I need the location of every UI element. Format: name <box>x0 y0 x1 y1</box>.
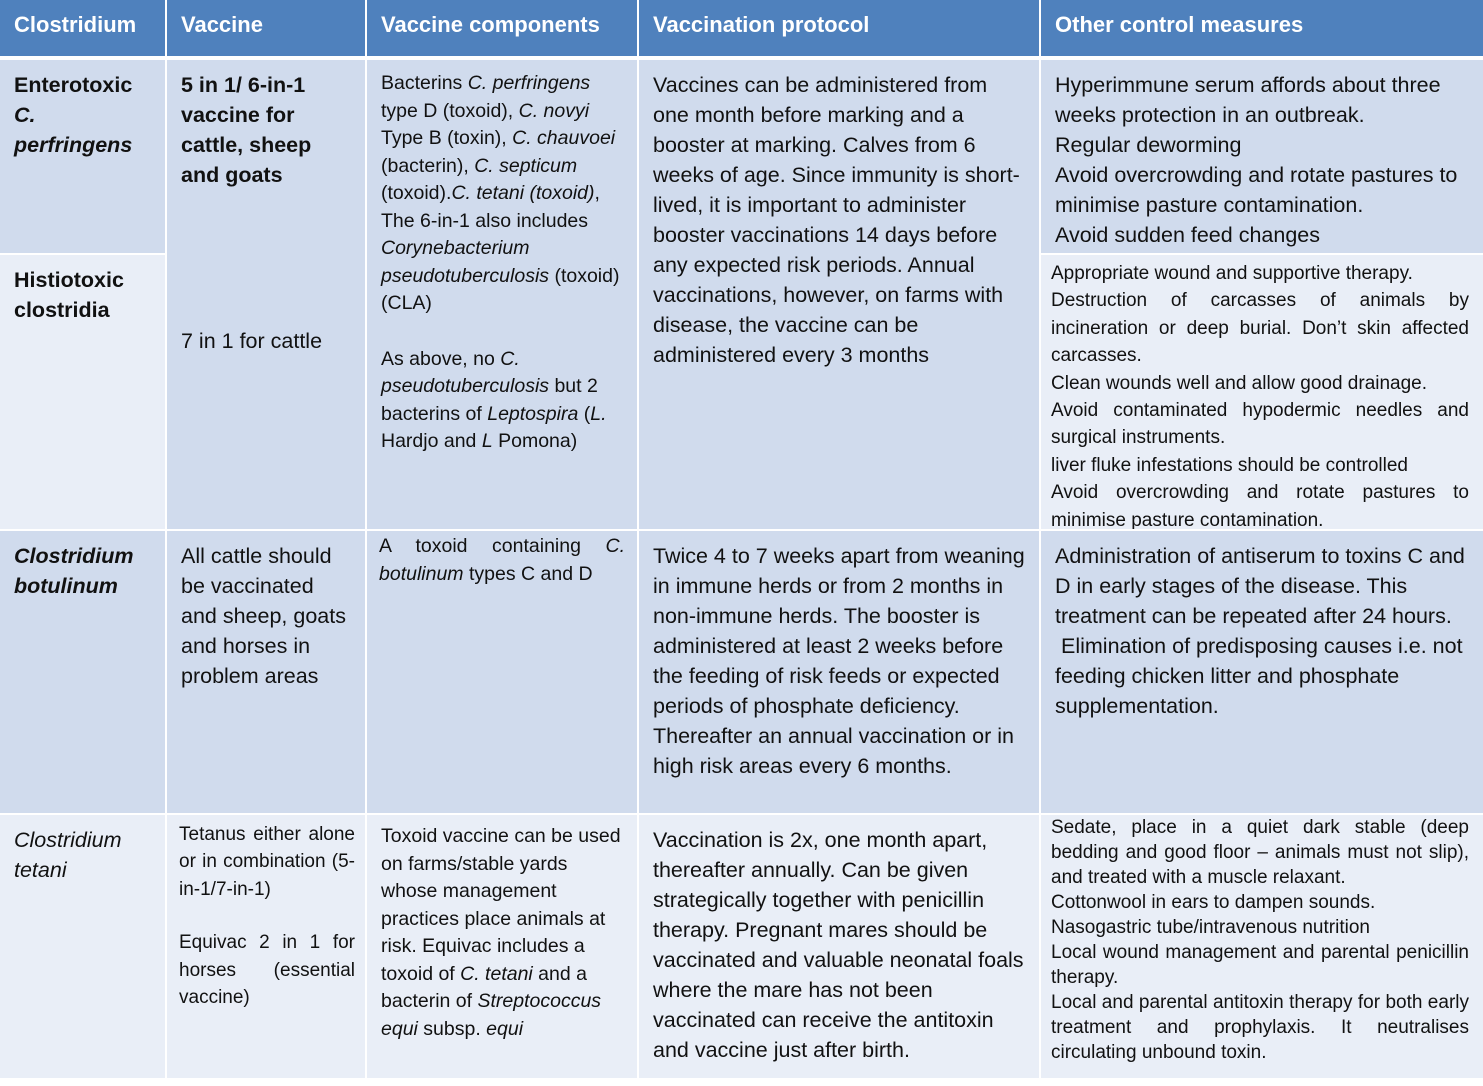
components-7in1: As above, no C. pseudotuberculosis but 2 bacterins of Leptospira (L. Hardjo and L Pomona) <box>381 347 607 452</box>
control-item: Avoid sudden feed changes <box>1055 223 1320 247</box>
header-vaccine: Vaccine <box>167 0 367 60</box>
components-6in1: Bacterins C. perfringens type D (toxoid), C. novyi Type B (toxin), C. chauvoei (bacterin), C. septicum (toxoid).C. tetani (toxoid), The 6-in-1 also includes Corynebacterium pseudotuberculosis (toxoid) (CLA) <box>381 72 620 314</box>
header-other-control-measures: Other control measures <box>1041 0 1483 60</box>
row-botulinum-protocol: Twice 4 to 7 weeks apart from weaning in immune herds or from 2 months in non-immune herds. The booster is administered at least 2 weeks before the feeding of risk feeds or expected periods of phosphate deficiency. Thereafter an annual vaccination or in high risk areas every 6 months. <box>639 531 1041 815</box>
enterotoxic-label: Enterotoxic <box>14 73 133 97</box>
control-item: Sedate, place in a quiet dark stable (deep bedding and good floor – animals must not slip), and treated with a muscle relaxant. <box>1051 817 1469 888</box>
control-item: Avoid contaminated hypodermic needles and surgical instruments. <box>1051 400 1469 449</box>
control-item: Administration of antiserum to toxins C and D in early stages of the disease. This treatment can be repeated after 24 hours. <box>1055 544 1465 628</box>
row-histiotoxic-control <box>1041 255 1483 531</box>
row-enterotoxic-control <box>1041 60 1483 255</box>
control-item: Cottonwool in ears to dampen sounds. <box>1051 892 1376 913</box>
control-item: liver fluke infestations should be controlled <box>1051 454 1408 476</box>
control-item: Avoid overcrowding and rotate pastures to minimise pasture contamination. <box>1055 163 1458 217</box>
row-tetani-protocol: Vaccination is 2x, one month apart, thereafter annually. Can be given strategically together with penicillin therapy. Pregnant mares should be vaccinated and valuable neonatal foals where the mare has not been vaccinated can receive the antitoxin and vaccine just after birth. <box>639 815 1041 1080</box>
header-vaccination-protocol: Vaccination protocol <box>639 0 1041 60</box>
row-enterotoxic-vaccine <box>167 60 367 531</box>
row-botulinum-vaccine: All cattle should be vaccinated and sheep, goats and horses in problem areas <box>167 531 367 815</box>
row-enterotoxic-name <box>0 60 167 255</box>
vaccine-7in1-cattle: 7 in 1 for cattle <box>181 329 323 353</box>
row-tetani-vaccine <box>167 815 367 1080</box>
row-botulinum-name: Clostridium botulinum <box>0 531 167 815</box>
control-item: Elimination of predisposing causes i.e. not feeding chicken litter and phosphate supplementation. <box>1055 634 1469 718</box>
vaccine-equivac: Equivac 2 in 1 for horses (essential vaccine) <box>179 932 355 1009</box>
header-vaccine-components: Vaccine components <box>367 0 639 60</box>
control-item: Avoid overcrowding and rotate pastures to minimise pasture contamination. <box>1051 482 1469 531</box>
row-enterotoxic-protocol: Vaccines can be administered from one month before marking and a booster at marking. Calves from 6 weeks of age. Since immunity is short-lived, it is important to administer booster vaccinations 14 days before any expected risk periods. Annual vaccinations, however, on farms with disease, the vaccine can be administered every 3 months <box>639 60 1041 531</box>
control-item: Local and parental antitoxin therapy for both early treatment and prophylaxis. It neutralises circulating unbound toxin. <box>1051 992 1469 1063</box>
row-tetani-control <box>1041 815 1483 1080</box>
row-histiotoxic-name: Histiotoxic clostridia <box>0 255 167 531</box>
control-item: Regular deworming <box>1055 133 1242 157</box>
control-item: Local wound management and parental penicillin therapy. <box>1051 942 1469 988</box>
row-enterotoxic-components <box>367 60 639 531</box>
row-botulinum-control <box>1041 531 1483 815</box>
control-item: Appropriate wound and supportive therapy. <box>1051 263 1413 284</box>
vaccine-5in1-6in1: 5 in 1/ 6-in-1 vaccine for cattle, sheep and goats <box>181 73 312 187</box>
vaccine-tetanus: Tetanus either alone or in combination (5-in-1/7-in-1) <box>179 824 355 900</box>
control-item: Destruction of carcasses of animals by incineration or deep burial. Don’t skin affected carcasses. <box>1051 290 1469 367</box>
row-botulinum-components: A toxoid containing C. botulinum types C and D <box>367 531 639 815</box>
control-item: Nasogastric tube/intravenous nutrition <box>1051 917 1370 938</box>
control-item: Hyperimmune serum affords about three weeks protection in an outbreak. <box>1055 73 1441 127</box>
row-tetani-components: Toxoid vaccine can be used on farms/stable yards whose management practices place animals at risk. Equivac includes a toxoid of C. tetani and a bacterin of Streptococcus equi subsp. equi <box>367 815 639 1080</box>
control-item: Clean wounds well and allow good drainage. <box>1051 372 1428 394</box>
enterotoxic-species: C. perfringens <box>14 103 133 157</box>
header-clostridium: Clostridium <box>0 0 167 60</box>
row-tetani-name: Clostridium tetani <box>0 815 167 1080</box>
